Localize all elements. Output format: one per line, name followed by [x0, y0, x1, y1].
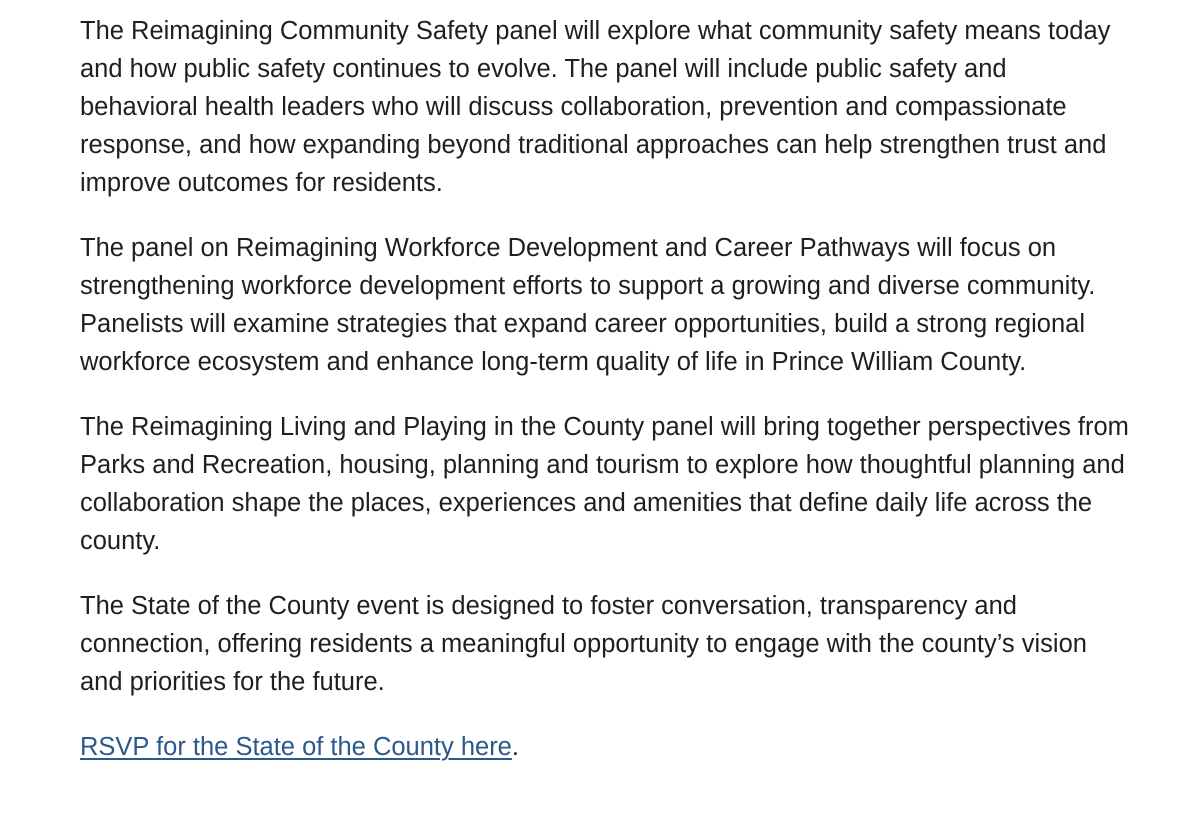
paragraph-living-and-playing: The Reimagining Living and Playing in the County panel will bring together perspectives from Parks and Recreation, housing, planning and tourism to explore how thoughtful planning and collaboration shape the places, experiences and amenities that define daily life across the county.	[80, 413, 1129, 555]
rsvp-trailing-period: .	[511, 733, 519, 761]
paragraph-community-safety: The Reimagining Community Safety panel will explore what community safety means today and how public safety continues to evolve. The panel will include public safety and behavioral health leaders who will discuss collaboration, prevention and compassionate response, and how expanding beyond traditional approaches can help strengthen trust and improve outcomes for residents.	[80, 17, 1111, 197]
rsvp-line	[80, 728, 1130, 766]
article-body	[80, 12, 1130, 766]
rsvp-link[interactable]: RSVP for the State of the County here	[80, 733, 512, 761]
paragraph-state-of-county-event: The State of the County event is designed to foster conversation, transparency and connection, offering residents a meaningful opportunity to engage with the county’s vision and priorities for the future.	[80, 592, 1087, 696]
paragraph-workforce-development: The panel on Reimagining Workforce Development and Career Pathways will focus on strengthening workforce development efforts to support a growing and diverse community. Panelists will examine strategies that expand career opportunities, build a strong regional workforce ecosystem and enhance long-term quality of life in Prince William County.	[80, 234, 1096, 376]
